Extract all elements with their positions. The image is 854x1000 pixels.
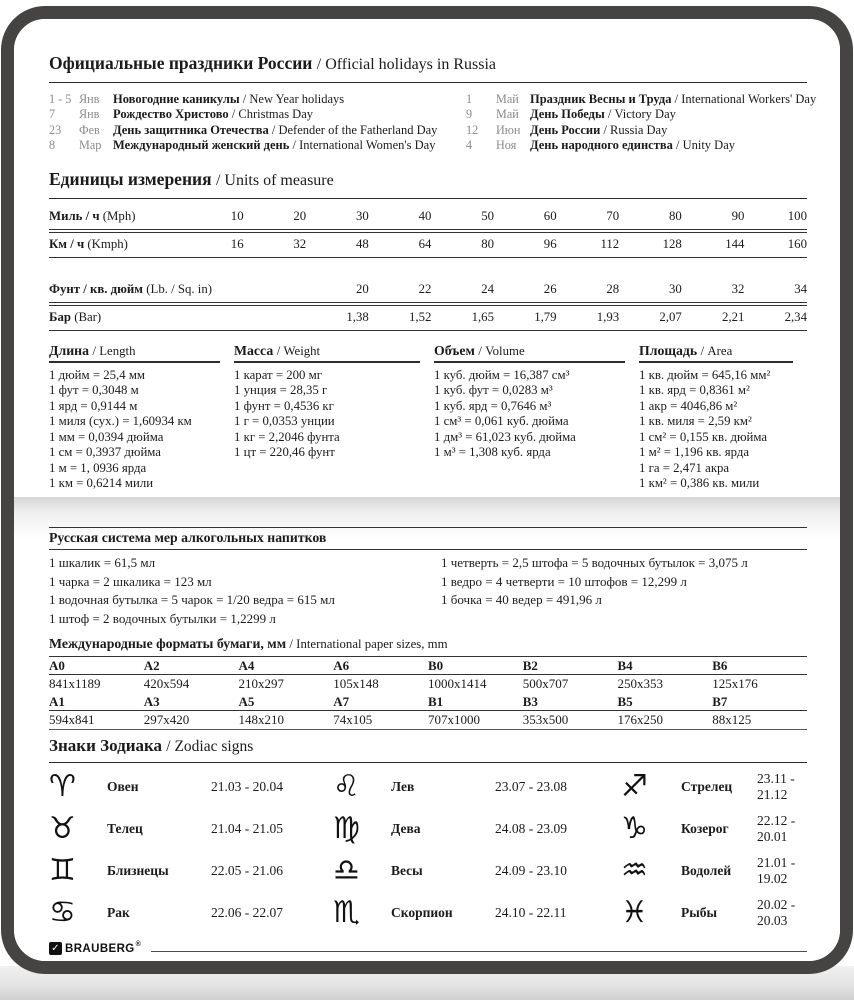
holiday-day: 23	[49, 122, 62, 137]
paper-title-en: / International paper sizes, mm	[289, 637, 448, 652]
alcohol-item: 1 штоф = 2 водочных бутылки = 1,2299 л	[49, 610, 276, 626]
conversion-item: 1 куб. фут = 0,0283 м³	[434, 383, 553, 398]
holiday-name-en: / International Women's Day	[292, 138, 436, 153]
mph-value: 40	[418, 208, 432, 223]
bar-value: 2,07	[659, 309, 682, 324]
area-header	[639, 343, 793, 363]
kmph-value: 96	[543, 236, 557, 251]
holiday-row	[49, 123, 454, 138]
conversion-item: 1 м = 1, 0936 ярда	[49, 460, 147, 475]
alcohol-title: Русская система мер алкогольных напитков	[49, 527, 807, 550]
conversion-item: 1 унция = 28,35 г	[234, 383, 328, 398]
gemini-icon: ♊	[49, 853, 76, 889]
area-header-ru: Площадь	[639, 342, 698, 358]
paper-format: A2	[143, 658, 160, 674]
zodiac-row	[621, 808, 807, 850]
paper-format: A0	[49, 658, 65, 674]
units-gap	[49, 258, 807, 272]
holiday-name-en: / New Year holidays	[242, 92, 345, 106]
zodiac-name: Дева	[391, 821, 421, 837]
holiday-name-ru: Праздник Весны и Труда	[530, 92, 672, 106]
paper-header-row	[49, 693, 807, 711]
holidays-title-ru: Официальные праздники России	[49, 53, 313, 73]
conversion-item: 1 см² = 0,155 кв. дюйма	[639, 429, 768, 444]
units-title-en: / Units of measure	[215, 171, 334, 189]
paper-size: 500x707	[522, 676, 569, 692]
volume-header-en: / Volume	[478, 343, 525, 358]
zodiac-row	[333, 766, 621, 808]
holiday-month: Фев	[79, 122, 100, 137]
length-header-ru: Длина	[49, 342, 90, 358]
zodiac-row	[333, 850, 621, 892]
zodiac-row	[333, 808, 621, 850]
kmph-value: 80	[481, 236, 494, 251]
holiday-name	[113, 123, 454, 138]
paper-format: B1	[428, 694, 444, 710]
paper-size: 594x841	[49, 712, 95, 728]
holiday-month: Мар	[79, 138, 102, 153]
conversion-item: 1 карат = 200 мг	[234, 367, 322, 382]
zodiac-name: Овен	[107, 779, 139, 795]
holidays-left-column	[49, 92, 454, 154]
weight-header-ru: Масса	[234, 342, 274, 358]
holiday-name-ru: Рождество Христово	[113, 107, 229, 122]
holiday-row	[49, 92, 454, 107]
kmph-value: 128	[662, 236, 682, 251]
conversion-item: 1 га = 2,471 акра	[639, 460, 730, 475]
holiday-month: Май	[496, 107, 519, 122]
holiday-name	[530, 138, 816, 153]
bar-label-en: (Bar)	[74, 309, 102, 324]
mph-value: 50	[481, 208, 494, 223]
alcohol-item: 1 четверть = 2,5 штофа = 5 водочных бутылок = 3,075 л	[441, 555, 748, 570]
holiday-month: Ноя	[496, 138, 517, 153]
paper-size: 420x594	[143, 676, 190, 692]
paper-format: B6	[712, 658, 728, 674]
psi-value: 32	[731, 281, 745, 296]
zodiac-column	[333, 766, 621, 934]
holidays-right-column	[466, 92, 816, 154]
zodiac-name: Скорпион	[391, 905, 453, 921]
paper-format: A5	[238, 694, 255, 710]
holiday-month: Янв	[79, 107, 100, 122]
conversion-tables	[49, 343, 807, 501]
virgo-icon: ♍	[333, 811, 360, 847]
conversion-item: 1 м³ = 1,308 куб. ярда	[434, 445, 551, 460]
libra-icon: ♎	[333, 853, 360, 889]
paper-format: A7	[333, 694, 350, 710]
zodiac-dates: 20.02 - 20.03	[757, 897, 796, 929]
holiday-name-en: / International Workers' Day	[674, 92, 817, 106]
aquarius-icon: ♒	[621, 853, 648, 889]
zodiac-row	[49, 766, 333, 808]
psi-value: 22	[418, 281, 432, 296]
kmph-value: 144	[725, 236, 745, 251]
paper-size: 74x105	[333, 712, 373, 728]
conversion-item: 1 фут = 0,3048 м	[49, 383, 139, 398]
weight-column	[234, 343, 434, 492]
bar-value: 1,93	[596, 309, 620, 324]
paper-size: 176x250	[617, 712, 663, 728]
holidays-title	[49, 53, 807, 83]
holiday-row	[49, 138, 454, 153]
zodiac-row	[49, 892, 333, 934]
psi-label	[49, 281, 212, 297]
bar-value: 1,38	[346, 309, 369, 324]
kmph-label-en: (Kmph)	[87, 236, 128, 251]
psi-label-en: (Lb. / Sq. in)	[146, 281, 212, 296]
holiday-day: 1 - 5	[49, 92, 72, 106]
conversion-item: 1 дюйм = 25,4 мм	[49, 367, 146, 382]
volume-header	[434, 343, 625, 363]
paper-size: 125x176	[712, 676, 758, 692]
conversion-item: 1 куб. ярд = 0,7646 м³	[434, 398, 552, 413]
footer-rule	[151, 951, 807, 952]
units-section	[49, 169, 807, 501]
zodiac-name: Рак	[107, 905, 130, 921]
paper-header-row	[49, 657, 807, 675]
holiday-name	[113, 92, 454, 107]
holiday-name-ru: День народного единства	[530, 138, 673, 153]
mph-row	[49, 203, 807, 230]
zodiac-column	[49, 766, 333, 934]
bar-label	[49, 310, 181, 325]
holiday-day: 9	[466, 107, 473, 122]
conversion-item: 1 кг = 2,2046 фунта	[234, 429, 340, 444]
zodiac-dates: 21.01 - 19.02	[757, 855, 796, 887]
conversion-item: 1 км² = 0,386 кв. мили	[639, 476, 760, 491]
alcohol-right-column	[441, 554, 807, 628]
bar-value: 1,52	[408, 309, 432, 324]
weight-header	[234, 343, 420, 363]
zodiac-row	[49, 808, 333, 850]
volume-header-ru: Объем	[434, 342, 475, 358]
alcohol-item: 1 шкалик = 61,5 мл	[49, 555, 156, 570]
zodiac-name: Козерог	[681, 821, 729, 837]
area-header-en: / Area	[700, 343, 733, 358]
zodiac-name: Рыбы	[681, 905, 718, 921]
paper-size: 353x500	[522, 712, 569, 728]
bar-value: 2,34	[784, 309, 807, 324]
registered-trademark: ®	[135, 941, 142, 949]
zodiac-title-ru: Знаки Зодиака	[49, 736, 163, 756]
holiday-row	[49, 107, 454, 122]
sagittarius-icon: ♐	[621, 769, 648, 805]
paper-size: 210x297	[238, 676, 284, 692]
kmph-row	[49, 232, 807, 258]
zodiac-name: Телец	[107, 821, 143, 837]
holiday-day: 7	[49, 107, 56, 122]
conversion-item: 1 мм = 0,0394 дюйма	[49, 429, 164, 444]
mph-label	[49, 209, 181, 224]
length-header-en: / Length	[92, 343, 136, 358]
paper-format: B7	[712, 694, 728, 710]
units-title-ru: Единицы измерения	[49, 168, 212, 189]
zodiac-dates: 22.05 - 21.06	[211, 863, 283, 879]
volume-column	[434, 343, 639, 492]
zodiac-row	[621, 850, 807, 892]
alcohol-item: 1 водочная бутылка = 5 чарок = 1/20 ведра = 615 мл	[49, 592, 335, 608]
conversion-item: 1 куб. дюйм = 16,387 см³	[434, 367, 570, 382]
zodiac-name: Лев	[391, 779, 415, 795]
cancer-icon: ♋	[49, 895, 76, 931]
kmph-value: 112	[600, 236, 620, 251]
holiday-name-en: / Victory Day	[607, 107, 676, 122]
conversion-item: 1 км = 0,6214 мили	[49, 476, 154, 491]
brand-name: BRAUBERG	[65, 942, 135, 955]
capricorn-icon: ♑	[621, 811, 648, 847]
zodiac-dates: 21.03 - 20.04	[211, 779, 283, 795]
zodiac-name: Весы	[391, 863, 423, 879]
holiday-name-ru: День Победы	[530, 107, 605, 122]
holiday-name	[530, 92, 816, 107]
zodiac-dates: 22.12 - 20.01	[757, 813, 796, 845]
conversion-item: 1 акр = 4046,86 м²	[639, 398, 738, 413]
page-footer	[49, 942, 807, 955]
zodiac-name: Стрелец	[681, 779, 733, 795]
paper-format: B3	[522, 694, 538, 710]
kmph-value: 16	[230, 236, 244, 251]
area-column	[639, 343, 807, 492]
zodiac-row	[333, 892, 621, 934]
paper-format: B0	[428, 658, 444, 674]
kmph-label	[49, 237, 181, 252]
conversion-item: 1 дм³ = 61,023 куб. дюйма	[434, 429, 576, 444]
holiday-month: Июн	[496, 122, 521, 137]
holiday-day: 12	[466, 122, 479, 137]
conversion-item: 1 кв. миля = 2,59 км²	[639, 414, 752, 429]
mph-value: 90	[731, 208, 745, 223]
paper-sizes-section	[49, 636, 807, 730]
mph-value: 80	[669, 208, 682, 223]
alcohol-left-column	[49, 554, 441, 628]
zodiac-dates: 22.06 - 22.07	[211, 905, 283, 921]
holiday-row	[466, 138, 816, 153]
conversion-item: 1 цт = 220,46 фунт	[234, 445, 335, 460]
zodiac-dates: 24.09 - 23.10	[495, 863, 567, 879]
conversion-item: 1 миля (сух.) = 1,60934 км	[49, 414, 192, 429]
paper-size: 297x420	[143, 712, 190, 728]
holiday-row	[466, 92, 816, 107]
length-column	[49, 343, 234, 492]
zodiac-name: Водолей	[681, 863, 732, 879]
conversion-item: 1 см = 0,3937 дюйма	[49, 445, 161, 460]
holiday-day: 1	[466, 92, 473, 106]
zodiac-dates: 21.04 - 21.05	[211, 821, 283, 837]
holiday-month: Янв	[79, 92, 100, 106]
bar-row	[49, 305, 807, 331]
mph-value: 60	[543, 208, 557, 223]
holiday-row	[466, 107, 816, 122]
zodiac-title	[49, 736, 807, 763]
mph-label-ru: Миль / ч	[49, 208, 100, 223]
conversion-item: 1 ярд = 0,9144 м	[49, 398, 138, 413]
paper-values-row	[49, 675, 807, 693]
holiday-day: 8	[49, 138, 56, 153]
psi-value: 24	[481, 281, 494, 296]
psi-value: 34	[794, 281, 807, 296]
holiday-row	[466, 123, 816, 138]
holiday-name	[113, 138, 454, 153]
bar-value: 1,79	[534, 309, 557, 324]
psi-value: 30	[669, 281, 682, 296]
zodiac-column	[621, 766, 807, 934]
conversion-item: 1 кв. ярд = 0,8361 м²	[639, 383, 750, 398]
holiday-day: 4	[466, 138, 473, 153]
kmph-value: 32	[293, 236, 307, 251]
bar-value: 2,21	[721, 309, 745, 324]
length-header	[49, 343, 220, 363]
paper-size: 841x1189	[49, 676, 101, 692]
zodiac-dates: 24.10 - 22.11	[495, 905, 567, 921]
paper-format: A4	[238, 658, 255, 674]
mph-value: 100	[787, 208, 807, 223]
mph-value: 20	[293, 208, 307, 223]
zodiac-dates: 23.07 - 23.08	[495, 779, 567, 795]
taurus-icon: ♉	[49, 811, 76, 847]
zodiac-row	[621, 892, 807, 934]
brand-logo	[49, 942, 141, 955]
holiday-name-en: / Defender of the Fatherland Day	[271, 122, 438, 137]
scorpio-icon: ♏	[333, 895, 360, 931]
paper-format: A6	[333, 658, 350, 674]
holiday-name-en: / Unity Day	[675, 138, 736, 153]
zodiac-title-en: / Zodiac signs	[166, 738, 254, 756]
lower-page	[14, 497, 840, 961]
psi-label-ru: Фунт / кв. дюйм	[49, 281, 144, 296]
conversion-item: 1 г = 0,0353 унции	[234, 414, 335, 429]
paper-format: B5	[617, 694, 633, 710]
holiday-name-ru: Международный женский день	[113, 138, 290, 153]
zodiac-name: Близнецы	[107, 863, 169, 879]
kmph-label-ru: Км / ч	[49, 236, 85, 251]
pisces-icon: ♓	[621, 895, 648, 931]
holiday-name-en: / Russia Day	[603, 122, 668, 137]
paper-size: 707x1000	[428, 712, 480, 728]
psi-value: 28	[606, 281, 620, 296]
holiday-name-en: / Christmas Day	[231, 107, 314, 122]
bar-label-ru: Бар	[49, 309, 71, 324]
zodiac-dates: 23.11 - 21.12	[757, 771, 795, 803]
paper-size: 148x210	[238, 712, 284, 728]
zodiac-grid	[49, 766, 807, 934]
mph-label-en: (Mph)	[102, 208, 136, 223]
psi-value: 26	[543, 281, 557, 296]
upper-page	[14, 19, 840, 497]
conversion-item: 1 кв. дюйм = 645,16 мм²	[639, 367, 771, 382]
holiday-name-ru: День России	[530, 122, 601, 137]
holidays-title-en: / Official holidays in Russia	[316, 56, 497, 73]
alcohol-item: 1 чарка = 2 шкалика = 123 мл	[49, 573, 212, 589]
paper-size: 1000x1414	[428, 676, 487, 692]
psi-row	[49, 276, 807, 303]
page-frame	[1, 6, 853, 974]
leo-icon: ♌	[333, 769, 360, 805]
zodiac-dates: 24.08 - 23.09	[495, 821, 567, 837]
alcohol-item: 1 ведро = 4 четверти = 10 штофов = 12,299 л	[441, 573, 687, 589]
kmph-value: 48	[356, 236, 369, 251]
holiday-name-ru: Новогодние каникулы	[113, 92, 240, 106]
zodiac-row	[49, 850, 333, 892]
mph-value: 30	[356, 208, 369, 223]
units-title	[49, 169, 807, 199]
holidays-list	[49, 92, 817, 154]
paper-title-ru: Международные форматы бумаги, мм	[49, 636, 287, 652]
paper-size: 250x353	[617, 676, 663, 692]
paper-format: A1	[49, 694, 65, 710]
brand-checkmark-icon: ✓	[49, 942, 62, 955]
mph-value: 10	[230, 208, 244, 223]
paper-format: B4	[617, 658, 633, 674]
holiday-name-ru: День защитника Отечества	[113, 122, 269, 137]
holiday-name	[530, 123, 816, 138]
conversion-item: 1 фунт = 0,4536 кг	[234, 398, 334, 413]
mph-value: 70	[606, 208, 620, 223]
paper-format: B2	[522, 658, 538, 674]
alcohol-list	[49, 554, 807, 628]
paper-size: 88x125	[712, 712, 752, 728]
paper-format: A3	[143, 694, 160, 710]
psi-value: 20	[356, 281, 369, 296]
weight-header-en: / Weight	[276, 343, 321, 358]
bar-value: 1,65	[471, 309, 494, 324]
conversion-item: 1 см³ = 0,061 куб. дюйма	[434, 414, 569, 429]
holiday-month: Май	[496, 92, 519, 106]
kmph-value: 64	[418, 236, 432, 251]
aries-icon: ♈	[49, 769, 76, 805]
paper-values-row	[49, 711, 807, 730]
zodiac-section	[49, 736, 807, 934]
alcohol-item: 1 бочка = 40 ведер = 491,96 л	[441, 592, 602, 608]
holiday-name	[530, 107, 816, 122]
holiday-name	[113, 107, 454, 122]
paper-title	[49, 636, 807, 657]
paper-size: 105x148	[333, 676, 379, 692]
kmph-value: 160	[787, 236, 807, 251]
conversion-item: 1 м² = 1,196 кв. ярда	[639, 445, 750, 460]
zodiac-row	[621, 766, 807, 808]
